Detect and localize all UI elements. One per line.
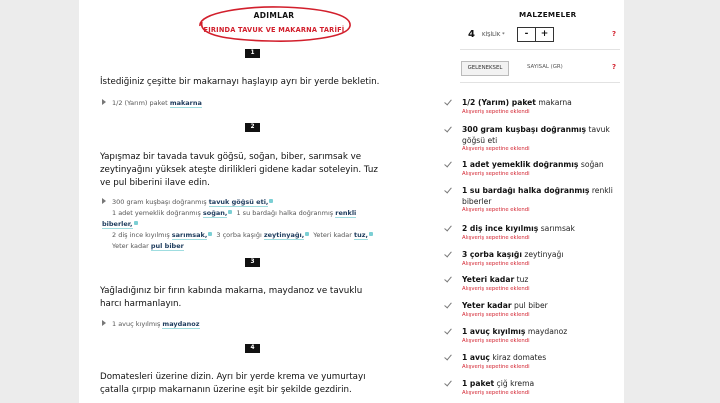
step-ingredients-2: 300 gram kuşbaşı doğranmış tavuk göğsü eti, 1 adet yemeklik doğranmış soğan, 1 su bardağı halka doğranmış renkli biberler, 2 diş ince kıyılmış sarımsak, 3 çorba kaşığı zeytinyağı, Yeteri kadar tuz, Yeter kadar pul biber (102, 197, 377, 252)
basket-icon (269, 199, 273, 203)
step-text-1: İstediğiniz çeşitte bir makarnayı haşlayıp ayrı bir yerde bekletin. (100, 77, 380, 87)
servings-help-icon[interactable]: ? (612, 30, 617, 38)
added-to-cart-note: Alışveriş sepetine eklendi (462, 261, 530, 267)
circle-highlight-icon (190, 4, 358, 44)
servings-label: KİŞİLİK * (482, 32, 505, 38)
added-to-cart-note: Alışveriş sepetine eklendi (462, 171, 530, 177)
ingredient-link[interactable]: soğan, (202, 209, 228, 217)
added-to-cart-note: Alışveriş sepetine eklendi (462, 312, 530, 318)
check-icon (444, 98, 452, 106)
step-number-1: 1 (245, 49, 260, 58)
check-icon (444, 327, 452, 335)
step-ingredients-3: 1 avuç kıyılmış maydanoz (102, 319, 377, 330)
basket-icon (369, 232, 373, 236)
step-number-2: 2 (245, 123, 260, 132)
check-icon (444, 379, 452, 387)
added-to-cart-note: Alışveriş sepetine eklendi (462, 207, 530, 213)
unit-numeric-button[interactable]: SAYISAL (GR) (527, 64, 563, 70)
step-number-4: 4 (245, 344, 260, 353)
servings-stepper (517, 27, 554, 42)
steps-heading (196, 6, 352, 42)
step-text-3: Yağladığınız bir fırın kabında makarna, maydanoz ve tavuklu harcı harmanlayın. (100, 286, 363, 309)
ingredient-link[interactable]: tavuk göğsü eti, (208, 198, 269, 206)
step-text-4: Domatesleri üzerine dizin. Ayrı bir yerde krema ve yumurtayı çatalla çırpıp makarnanın üzerine eşit bir şekilde gezdirin. (100, 372, 366, 395)
ingredient-link[interactable]: makarna (169, 99, 202, 107)
check-icon (444, 250, 452, 258)
check-icon (444, 186, 452, 194)
added-to-cart-note: Alışveriş sepetine eklendi (462, 235, 530, 241)
check-icon (444, 125, 452, 133)
ingredient-link[interactable]: maydanoz (162, 320, 200, 328)
steps-title: ADIMLAR (253, 11, 295, 20)
basket-icon (305, 232, 309, 236)
triangle-bullet-icon (102, 198, 106, 204)
check-icon (444, 353, 452, 361)
ingredient-link[interactable]: zeytinyağı, (263, 231, 305, 239)
ingredient-link[interactable]: sarımsak, (171, 231, 208, 239)
step-text-2: Yapışmaz bir tavada tavuk göğsü, soğan, biber, sarımsak ve zeytinyağını yüksek ateşte dirilikleri gidene kadar soteleyin. Tuz ve pul biberini ilave edin. (100, 152, 378, 188)
basket-icon (134, 221, 138, 225)
basket-icon (208, 232, 212, 236)
unit-traditional-button[interactable]: GELENEKSEL (461, 61, 509, 76)
ingredient-link[interactable]: tuz, (353, 231, 368, 239)
added-to-cart-note: Alışveriş sepetine eklendi (462, 109, 530, 115)
recipe-title: FIRINDA TAVUK VE MAKARNA TARİFİ (203, 26, 345, 34)
ingredient-link[interactable]: pul biber (150, 242, 184, 250)
added-to-cart-note: Alışveriş sepetine eklendi (462, 338, 530, 344)
basket-icon (228, 210, 232, 214)
triangle-bullet-icon (102, 320, 106, 326)
decrease-servings-button[interactable]: - (518, 28, 536, 41)
recipe-page: ADIMLAR FIRINDA TAVUK VE MAKARNA TARİFİ 1 İstediğiniz çeşitte bir makarnayı haşlayıp ayrı bir yerde bekletin. 1/2 (Yarım) paket makarna 2 Yapışmaz bir tavada tavuk göğsü, soğan, biber, sarımsak ve zeytinyağını yüksek ateşte dirilikleri gidene kadar soteleyin. Tuz ve pul biberini ilave edin. 300 gram kuşbaşı doğranmış tavuk göğsü eti, 1 adet yemeklik doğranmış soğan, 1 su bardağı halka doğranmış renkli biberler, 2 diş ince kıyılmış sarımsak, 3 çorba kaşığı zeytinyağı, Yeteri kadar tuz, Yeter kadar pul biber 3 Yağladığınız bir fırın kabında makarna, maydanoz ve tavuklu harcı harmanlayın. 1 avuç kıyılmış maydanoz 4 Domatesleri üzerine dizin. Ayrı bir yerde krema ve yumurtayı çatalla çırpıp makarnanın üzerine eşit bir şekilde gezdirin. MALZEMELER 4 KİŞİLİK * - + ? GELENEKSEL SAYISAL (GR) ? 1/2 (Yarım) paket makarna Alışveriş sepetine eklendi 300 gram kuşbaşı doğranmış tavuk göğsü eti Alışveriş sepetine eklendi 1 adet yemeklik doğranmış soğan Alışveriş sepetine eklendi 1 su bardağı halka doğranmış renkli biberler Alışveriş sepetine eklendi 2 diş ince kıyılmış sarımsak Alışveriş sepetine eklendi 3 çorba kaşığı zeytinyağı Alışveriş sepetine eklendi Yeteri kadar tuz Alışveriş sepetine eklendi Yeter kadar pul biber Alışveriş sepetine eklendi 1 avuç kıyılmış maydanoz Alışveriş sepetine eklendi 1 avuç kiraz domates Alışveriş sepetine eklendi 1 paket çiğ krema Alışveriş sepetine eklendi (79, 0, 624, 403)
check-icon (444, 275, 452, 283)
ingredient-link[interactable]: renkli biberler, (102, 209, 357, 228)
ingredients-title: MALZEMELER (519, 10, 577, 19)
check-icon (444, 224, 452, 232)
added-to-cart-note: Alışveriş sepetine eklendi (462, 390, 530, 396)
added-to-cart-note: Alışveriş sepetine eklendi (462, 146, 530, 152)
added-to-cart-note: Alışveriş sepetine eklendi (462, 364, 530, 370)
unit-help-icon[interactable]: ? (612, 63, 617, 71)
divider (460, 82, 620, 83)
servings-count: 4 (468, 29, 475, 40)
triangle-bullet-icon (102, 99, 106, 105)
divider (460, 49, 620, 50)
added-to-cart-note: Alışveriş sepetine eklendi (462, 286, 530, 292)
step-number-3: 3 (245, 258, 260, 267)
check-icon (444, 301, 452, 309)
increase-servings-button[interactable]: + (540, 29, 549, 39)
step-ingredients-1: 1/2 (Yarım) paket makarna (102, 98, 377, 109)
check-icon (444, 160, 452, 168)
